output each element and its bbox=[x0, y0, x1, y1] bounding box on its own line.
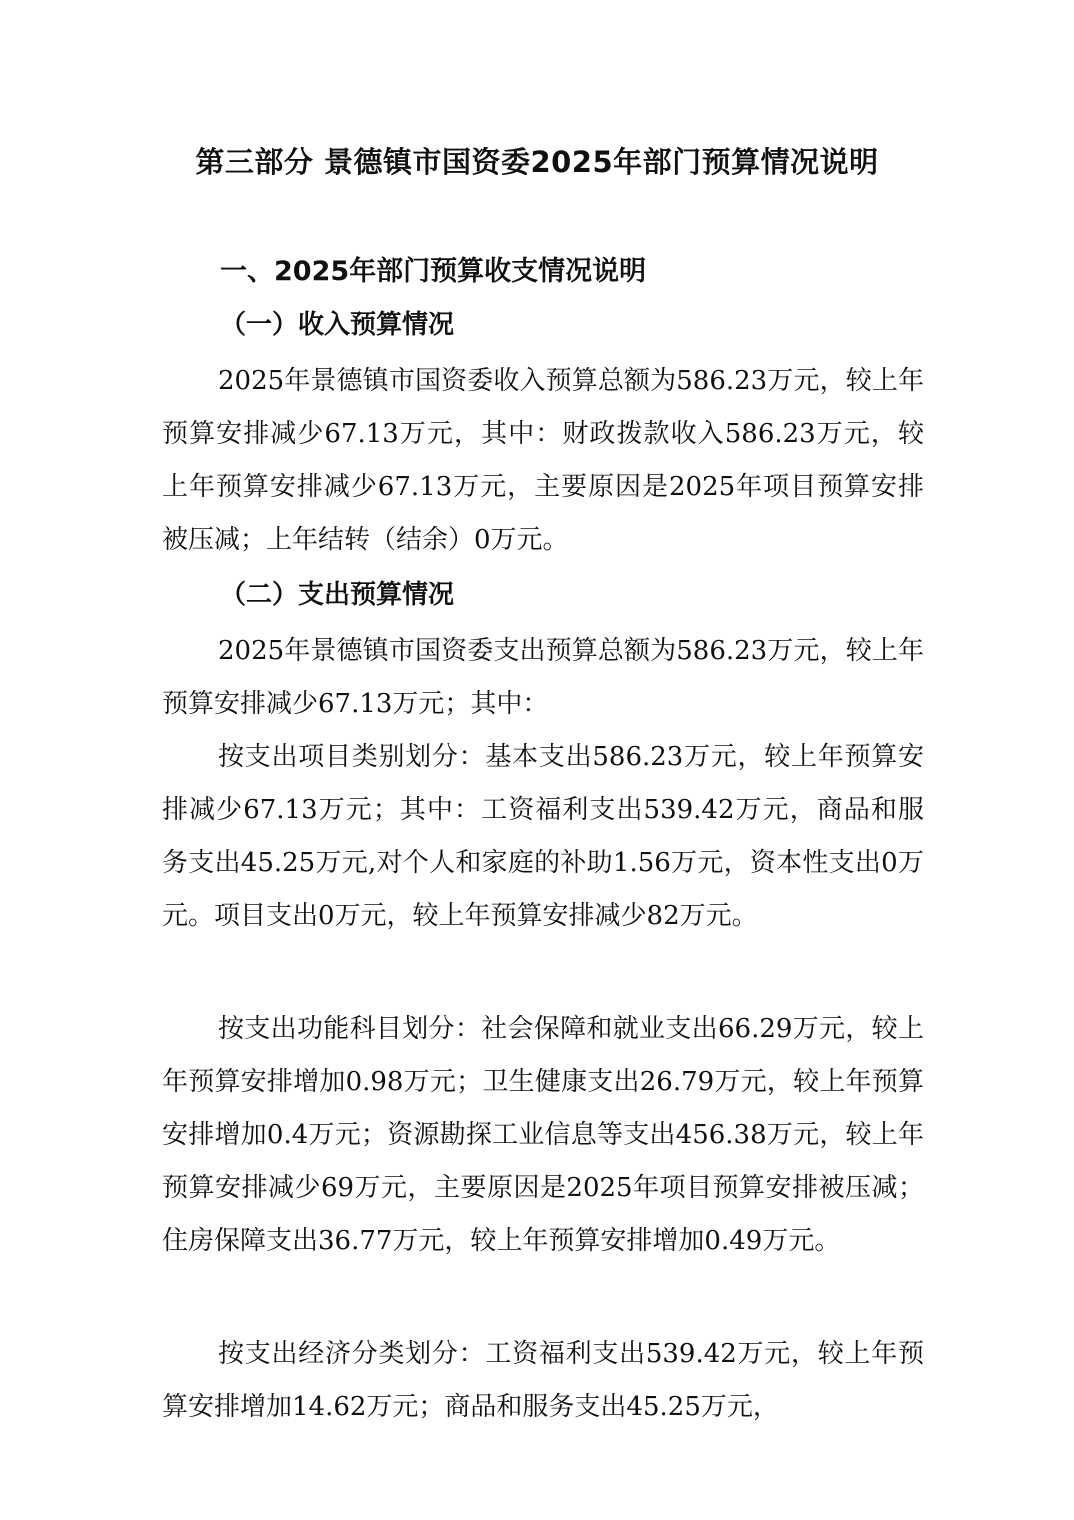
paragraph-expense-by-economic: 按支出经济分类划分：工资福利支出539.42万元，较上年预算安排增加14.62万元；商品和服务支出45.25万元， bbox=[162, 1339, 924, 1422]
paragraph-expense-total: 2025年景德镇市国资委支出预算总额为586.23万元，较上年预算安排减少67.13万元；其中： bbox=[162, 636, 924, 719]
paragraph-expense-by-project: 按支出项目类别划分：基本支出586.23万元，较上年预算安排减少67.13万元；其中：工资福利支出539.42万元，商品和服务支出45.25万元,对个人和家庭的补助1.56万元，资本性支出0万元。项目支出0万元，较上年预算安排减少82万元。 bbox=[162, 742, 924, 931]
subsection-heading-expense: （二）支出预算情况 bbox=[220, 580, 455, 610]
paragraph-expense-by-function: 按支出功能科目划分：社会保障和就业支出66.29万元，较上年预算安排增加0.98万元；卫生健康支出26.79万元，较上年预算安排增加0.4万元；资源勘探工业信息等支出456.38万元，较上年预算安排减少69万元，主要原因是2025年项目预算安排被压减；住房保障支出36.77万元，较上年预算安排增加0.49万元。 bbox=[162, 1014, 924, 1256]
subsection-heading-income: （一）收入预算情况 bbox=[220, 310, 455, 340]
section-heading-budget-income-expense: 一、2025年部门预算收支情况说明 bbox=[220, 256, 647, 287]
paragraph-income-budget: 2025年景德镇市国资委收入预算总额为586.23万元，较上年预算安排减少67.13万元，其中：财政拨款收入586.23万元，较上年预算安排减少67.13万元，主要原因是2025年项目预算安排被压减；上年结转（结余）0万元。 bbox=[162, 366, 924, 555]
document-title: 第三部分 景德镇市国资委2025年部门预算情况说明 bbox=[195, 145, 879, 179]
